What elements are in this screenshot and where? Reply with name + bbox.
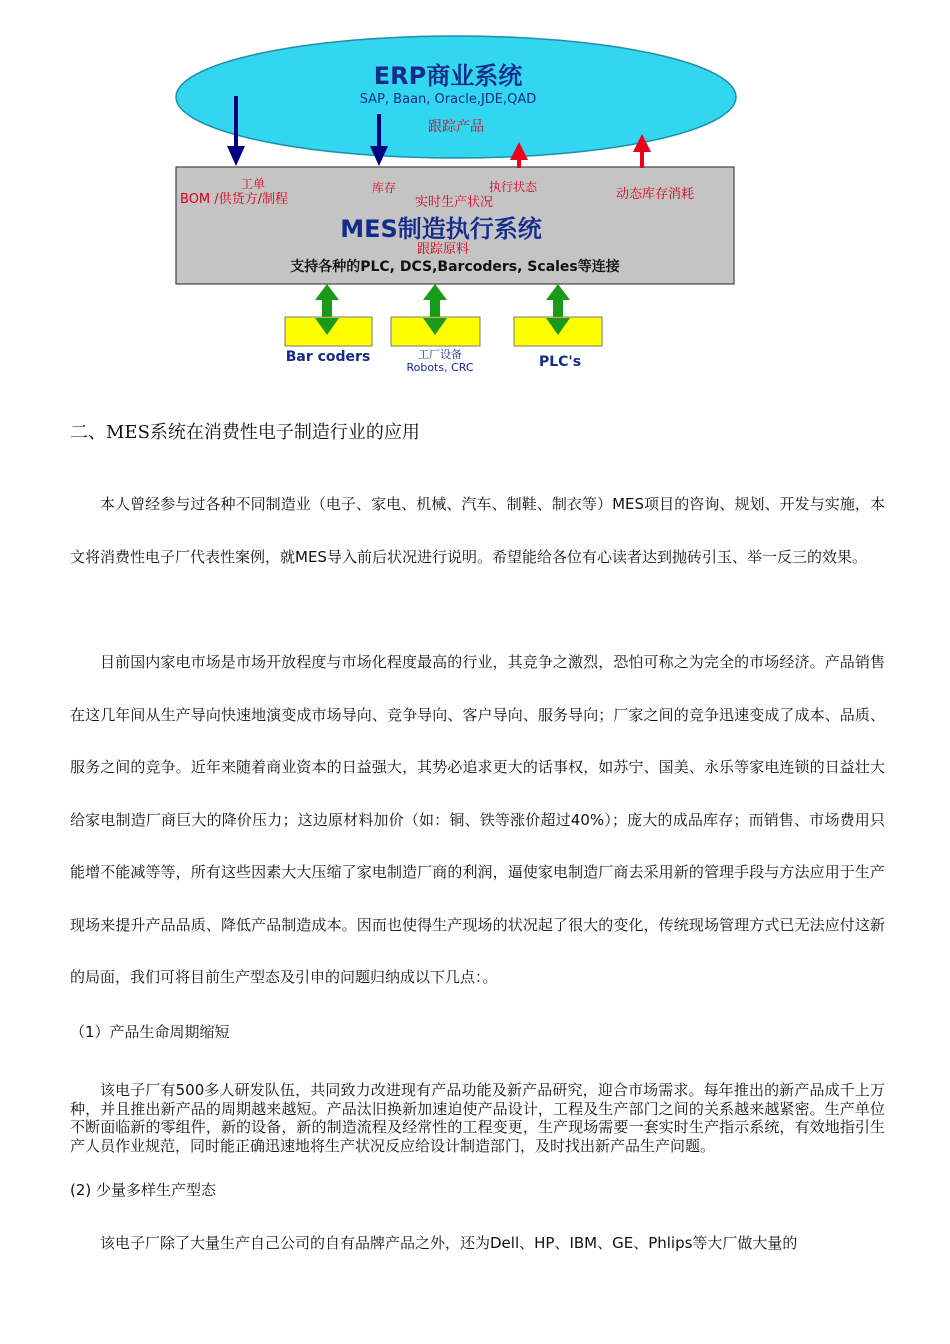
paragraph-small-batch: 该电子厂除了大量生产自己公司的自有品牌产品之外，还为Dell、HP、IBM、GE、Phlips等大厂做大量的 <box>100 1234 798 1252</box>
erp-subtitle: SAP, Baan, Oracle,JDE,QAD <box>359 92 537 107</box>
erp-track-label: 跟踪产品 <box>428 119 484 135</box>
label-work-order: 工单 <box>240 177 266 191</box>
label-exec-status: 执行状态 <box>488 180 538 194</box>
mes-architecture-diagram <box>0 0 950 400</box>
label-bom: BOM /供货方/制程 <box>180 192 289 207</box>
label-inventory: 库存 <box>371 181 397 195</box>
mes-title: MES制造执行系统 <box>340 215 542 243</box>
list-item-2-heading: (2) 少量多样生产型态 <box>70 1181 217 1199</box>
paragraph-product-lifecycle: 该电子厂有500多人研发队伍，共同致力改进现有产品功能及新产品研究，迎合市场需求。每年推出的新产品成千上万种，并且推出新产品的周期越来越短。产品汰旧换新加速迫使产品设计，工程及生产部门之间的关系越来越紧密。生产单位不断面临新的零组件，新的设备，新的制造流程及经常性的工程变更，生产现场需要一套实时生产指示系统，有效地指引生产人员作业规范，同时能正确迅速地将生产状况反应给设计制造部门，及时找出新产品生产问题。 <box>70 1081 885 1156</box>
paragraph-market: 目前国内家电市场是市场开放程度与市场化程度最高的行业，其竞争之激烈，恐怕可称之为完全的市场经济。产品销售在这几年间从生产导向快速地演变成市场导向、竞争导向、客户导向、服务导向；厂家之间的竞争迅速变成了成本、品质、服务之间的竞争。近年来随着商业资本的日益强大，其势必追求更大的话事权，如苏宁、国美、永乐等家电连锁的日益壮大给家电制造厂商巨大的降价压力；这边原材料加价（如：铜、铁等涨价超过40%）；庞大的成品库存；而销售、市场费用只能增不能减等等，所有这些因素大大压缩了家电制造厂商的利润，逼使家电制造厂商去采用新的管理手段与方法应用于生产现场来提升产品品质、降低产品制造成本。因而也使得生产现场的状况起了很大的变化，传统现场管理方式已无法应付这新的局面，我们可将目前生产型态及引申的问题归纳成以下几点：。 <box>70 653 885 986</box>
device-label-barcoders: Bar coders <box>285 349 371 365</box>
device-label-factory: 工厂设备 <box>418 348 462 361</box>
label-realtime-status: 实时生产状况 <box>414 195 494 210</box>
label-dynamic-inventory: 动态库存消耗 <box>615 187 695 202</box>
device-label-plc: PLC's <box>538 354 582 370</box>
mes-track-label: 跟踪原料 <box>416 242 470 257</box>
paragraph-intro: 本人曾经参与过各种不同制造业（电子、家电、机械、汽车、制鞋、制衣等）MES项目的咨询、规划、开发与实施，本文将消费性电子厂代表性案例，就MES导入前后状况进行说明。希望能给各位有心读者达到抛砖引玉、举一反三的效果。 <box>70 495 885 566</box>
section-heading: 二、MES系统在消费性电子制造行业的应用 <box>70 422 420 443</box>
erp-title: ERP商业系统 <box>373 62 523 90</box>
mes-support-text: 支持各种的PLC, DCS,Barcoders, Scales等连接 <box>290 259 620 275</box>
list-item-1-heading: （1）产品生命周期缩短 <box>70 1023 230 1041</box>
device-sublabel-factory: Robots, CRC <box>406 361 474 374</box>
